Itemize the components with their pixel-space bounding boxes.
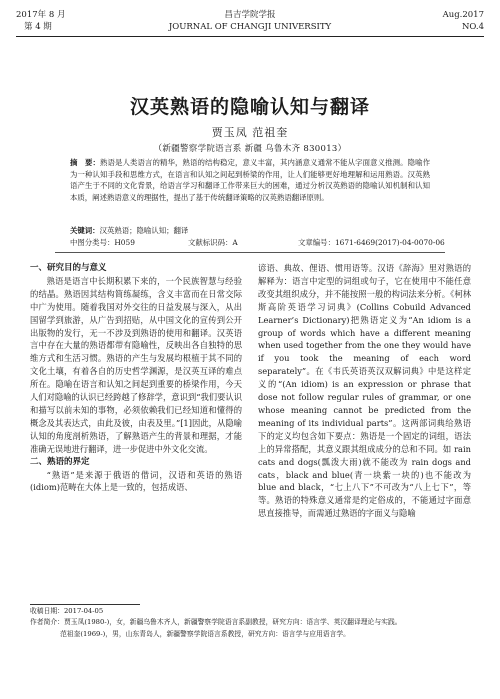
footnote-rule bbox=[30, 604, 140, 605]
right-column-paragraph: 谚语、典故、俚语、惯用语等。汉语《辞海》里对熟语的解释为：语言中定型的词组或句子，它在使用中不能任意改变其组织成分，并不能按照一般的构词法来分析。《柯林斯高阶英语学习词典》(Collins Cobuild Advanced Learner’s Dictionary)把熟语定义为“An idiom is a group of words which have a different meaning when used together from the one they would have if you took the meaning of each word separately”。在《韦氏英语英汉双解词典》中是这样定义的“(An idiom) is an expression or phrase that dose not follow regular rules of grammar, or one whose meaning cannot be predicted from the meaning of its individual parts”。这两部词典给熟语下的定义均包含如下要点：熟语是一个固定的词组，语法上的异常搭配，其意义跟其组成成分的总和不同。如 rain cats and dogs(瓢泼大雨)就不能改为 rain dogs and cats，black and blue(青一块紫一块的)也不能改为 blue and black，“七上八下”不可改为“八上七下”，等等。熟语的特殊意义通常是约定俗成的，不能通过字面意思直接推导，而需通过熟语的字面义与隐喻 bbox=[258, 263, 471, 519]
article-number: 文章编号：1671-6469(2017)-04-0070-06 bbox=[298, 238, 445, 247]
body-right-column bbox=[258, 262, 471, 520]
issue-date: 2017年 8 月 bbox=[16, 10, 66, 20]
section-2-paragraph: “熟语”是来源于俄语的借词，汉语和英语的熟语(idiom)范畴在大体上是一致的，包括成语、 bbox=[30, 469, 242, 493]
document-code: 文献标识码：A bbox=[188, 238, 238, 247]
abstract-label: 摘 要： bbox=[70, 158, 101, 167]
footnotes bbox=[30, 606, 470, 640]
section-heading-2: 二、熟语的界定 bbox=[30, 456, 90, 467]
abstract bbox=[70, 157, 430, 203]
article-affiliation: （新疆警察学院语言系 新疆 乌鲁木齐 830013） bbox=[153, 144, 347, 154]
issue-number: 第 4 期 bbox=[24, 22, 52, 32]
abstract-text: 熟语是人类语言的精华，熟语的结构稳定，意义丰富，其内涵意义通常不能从字面意义推测。隐喻作为一种认知手段和思维方式，在语言和认知之间起到桥梁的作用，让人们能够更好地理解和运用熟语。汉英熟语产生于不同的文化背景，给语言学习和翻译工作带来巨大的困难，通过分析汉英熟语的隐喻认知机制和认知本质，阐述熟语意义的理据性，提出了基于传统翻译策略的汉英熟语翻译原则。 bbox=[70, 158, 430, 202]
header-center bbox=[150, 9, 350, 33]
keywords-text: 汉英熟语；隐喻认知；翻译 bbox=[99, 226, 189, 235]
author-bio-2: 范祖奎(1969-)，男，山东青岛人，新疆警察学院语言系教授，研究方向：语言学与应用语言学。 bbox=[60, 629, 350, 638]
section-heading-1: 一、研究目的与意义 bbox=[30, 263, 107, 273]
header-left bbox=[16, 9, 65, 33]
journal-name-cn: 昌吉学院学报 bbox=[224, 10, 276, 20]
section-1-paragraph: 熟语是语言中长期积累下来的，一个民族智慧与经验的结晶。熟语因其结构简练凝练，含义丰富而在日常交际中广为使用。随着我国对外交往的日益发展与深入，从出国留学到旅游，从广告到招贴，从中国文化的宣传到公开出版物的发行，无一不涉及到熟语的使用和翻译。汉英语言中存在大量的熟语都带有隐喻性，反映出各自独特的思维方式和生活习惯。熟语的产生与发展均根植于其不同的文化土壤，有着各自的历史哲学渊源，是汉英互译的难点所在。隐喻在语言和认知之间起到重要的桥梁作用，今天人们对隐喻的认识已经跨越了修辞学，意识到“我们要认识和描写以前未知的事物，必须依赖我们已经知道和懂得的概念及其表达式，由此及彼，由表及里。”[1]因此，从隐喻认知的角度剖析熟语，了解熟语产生的背景和理据，才能准确无误地进行翻译，进一步促进中外文化交流。 bbox=[30, 275, 242, 454]
keywords bbox=[70, 225, 430, 236]
keywords-label: 关键词： bbox=[70, 226, 100, 235]
abstract-rule bbox=[55, 252, 445, 253]
clc-number: 中图分类号：H059 bbox=[70, 238, 135, 247]
header-rule bbox=[16, 36, 484, 37]
issue-number-en: NO.4 bbox=[461, 22, 484, 32]
journal-name-en: JOURNAL OF CHANGJI UNIVERSITY bbox=[168, 22, 332, 32]
body-left-column bbox=[30, 262, 242, 494]
article-title: 汉英熟语的隐喻认知与翻译 bbox=[129, 96, 370, 118]
header-right bbox=[443, 9, 484, 33]
issue-date-en: Aug.2017 bbox=[442, 10, 484, 20]
received-date: 收稿日期：2017-04-05 bbox=[30, 607, 104, 615]
author-bio-1: 作者简介：贾玉凤(1980-)，女，新疆乌鲁木齐人，新疆警察学院语言系副教授，研究方向：语言学、英汉翻译理论与实践。 bbox=[30, 618, 402, 627]
article-authors: 贾玉凤 范祖奎 bbox=[211, 126, 289, 139]
